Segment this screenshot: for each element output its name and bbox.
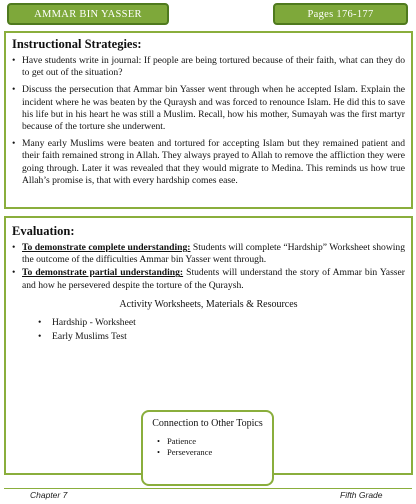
instructional-list xyxy=(12,55,405,187)
instructional-item: • Have students write in journal: If people are being tortured because of their faith, what can they do to get out of the situation? xyxy=(12,55,405,79)
footer-divider xyxy=(4,488,412,489)
connection-box xyxy=(141,410,274,486)
evaluation-item-complete xyxy=(12,242,405,266)
resources-list xyxy=(12,316,405,344)
instructional-heading: Instructional Strategies: xyxy=(12,37,142,51)
footer-chapter: Chapter 7 xyxy=(30,490,68,500)
connection-item: • Perseverance xyxy=(157,447,264,458)
evaluation-label: To demonstrate complete understanding: xyxy=(22,242,191,253)
evaluation-text: Students will complete “Hardship” Worksheet showing the outcome of the difficulties Ammar bin Yasser went through. xyxy=(22,242,406,266)
footer-grade: Fifth Grade xyxy=(340,490,383,500)
instructional-item: • Discuss the persecution that Ammar bin Yasser went through when he accepted Islam. Explain the incident where he was beaten by the Quraysh and was forced to renounce Islam. He did this to save his life but in his heart he was still a Muslim. Recall, how his mother, Sumayah was the first martyr because of the torture she underwent. xyxy=(12,84,405,133)
lesson-title-tab xyxy=(7,3,169,25)
evaluation-text: Students will understand the story of Ammar bin Yasser and how he persevered despite the torture of the Quraysh. xyxy=(22,267,405,291)
connection-title: Connection to Other Topics xyxy=(152,418,263,429)
connection-list xyxy=(151,436,264,458)
activity-title: Activity Worksheets, Materials & Resources xyxy=(119,298,298,310)
pages-label: Pages 176-177 xyxy=(307,8,374,20)
pages-tab xyxy=(273,3,408,25)
resource-item: • Hardship - Worksheet xyxy=(38,316,405,330)
connection-item: • Patience xyxy=(157,436,264,447)
evaluation-list xyxy=(12,242,405,292)
evaluation-heading: Evaluation: xyxy=(12,224,75,238)
resource-item: • Early Muslims Test xyxy=(38,330,405,344)
instructional-item: • Many early Muslims were beaten and tortured for accepting Islam but they remained patient and their faith remained strong in Allah. They always prayed to Allah to remove the affliction they were going through. Later it was revealed that they would migrate to Medina. This reminds us how true Allah’s promise is, that with every hardship comes ease. xyxy=(12,138,405,187)
evaluation-label: To demonstrate partial understanding: xyxy=(22,267,184,279)
evaluation-item-partial xyxy=(12,267,405,291)
lesson-title: AMMAR BIN YASSER xyxy=(34,8,142,20)
instructional-strategies-box xyxy=(4,31,413,209)
